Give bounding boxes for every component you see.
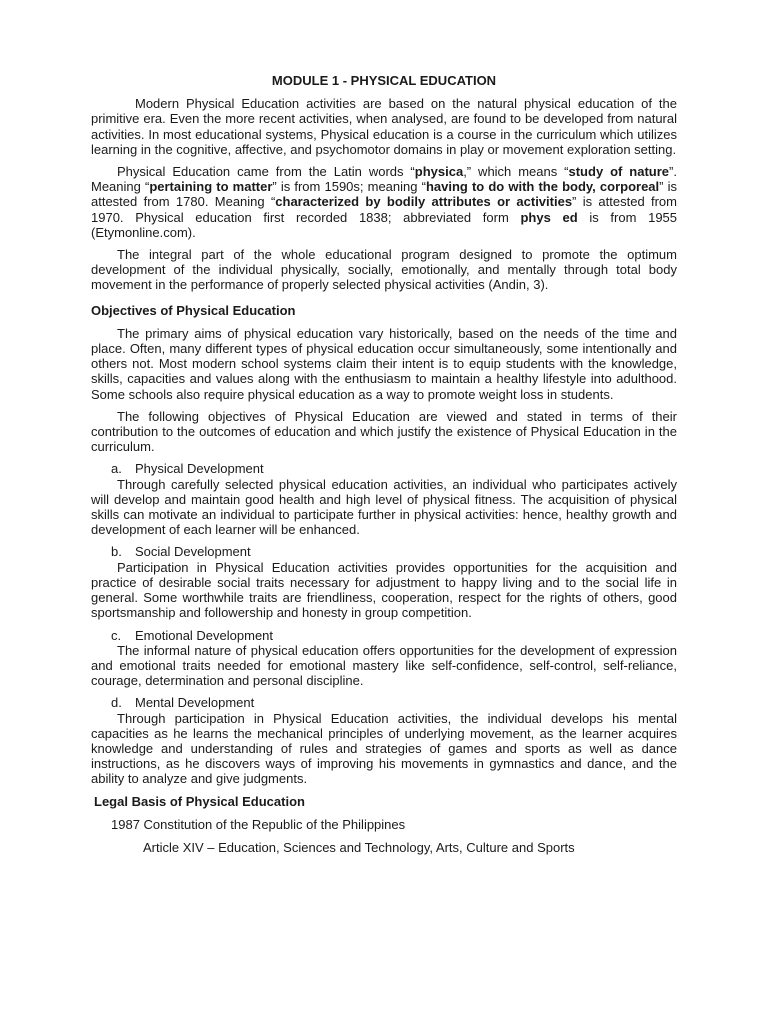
- objective-text: Participation in Physical Education activities provides opportunities for the acquisition and practice of desirable social traits necessary for adjustment to happy living and to the social life in general. Some worthwhile traits are friendliness, cooperation, respect for the rights of others, good sportsmanship and followership and honesty in group competition.: [91, 559, 677, 621]
- intro-paragraph: Modern Physical Education activities are based on the natural physical education of the primitive era. Even the more recent activities, when analysed, are found to be developed from natural activities. In most educational systems, Physical education is a course in the curriculum which utilizes learning in the cognitive, affective, and psychomotor domains in play or movement exploration setting.: [91, 96, 677, 157]
- etymology-text-2: ,” which means “: [463, 164, 569, 180]
- objectives-heading: Objectives of Physical Education: [91, 302, 296, 318]
- objective-title: Physical Development: [135, 461, 264, 477]
- objective-label: [111, 544, 677, 559]
- etymology-text-5: ” is attested from 1780. Meaning “: [91, 179, 677, 210]
- etymology-term-corporeal: having to do with the body, corporeal: [425, 179, 660, 195]
- objective-item-mental: [91, 695, 677, 786]
- objective-item-emotional: [91, 628, 677, 689]
- objective-title: Social Development: [135, 544, 251, 560]
- objective-letter: b.: [111, 544, 122, 560]
- etymology-term-bodily-attributes: characterized by bodily attributes or activities: [275, 194, 573, 210]
- objective-item-physical: [91, 461, 677, 537]
- etymology-term-pertaining-to-matter: pertaining to matter: [149, 179, 273, 195]
- objective-text: Through participation in Physical Education activities, the individual develops his mental capacities as he learns the mechanical principles of underlying movement, as the learner acquires knowledge and understanding of rules and strategies of games and sports as well as dance instructions, as he discovers ways of improving his movements in gymnastics and dance, and the ability to analyze and give judgments.: [91, 710, 677, 787]
- article-line: Article XIV – Education, Sciences and Technology, Arts, Culture and Sports: [143, 839, 575, 855]
- objective-title: Emotional Development: [135, 627, 274, 643]
- etymology-text-6: ” is attested from 1970. Physical education first recorded 1838; abbreviated form: [91, 194, 677, 225]
- document-body: [91, 73, 677, 855]
- objective-text: The informal nature of physical education offers opportunities for the development of expression and emotional traits needed for emotional mastery like self-confidence, self-control, self-reliance, courage, determination and personal discipline.: [91, 642, 677, 689]
- etymology-paragraph: [91, 164, 677, 240]
- etymology-term-phys-ed: phys ed: [520, 209, 578, 225]
- objective-label: [111, 695, 677, 710]
- objective-letter: a.: [111, 461, 122, 477]
- objective-label: [111, 461, 677, 476]
- module-title: MODULE 1 - PHYSICAL EDUCATION: [271, 73, 497, 88]
- objective-text: Through carefully selected physical education activities, an individual who participates actively will develop and maintain good health and high level of physical fitness. The acquisition of physical skills can motivate an individual to participate further in physical activities: hence, healthy growth and development of each learner will be enhanced.: [91, 476, 677, 538]
- objectives-paragraph-1: The primary aims of physical education vary historically, based on the needs of the time and place. Often, many different types of physical education occur simultaneously, some intentionally and others not. Most modern school systems claim their intent is to equip students with the knowledge, skills, capacities and values along with the enthusiasm to maintain a healthy lifestyle into adulthood. Some schools also require physical education as a way to promote weight loss in students.: [91, 325, 677, 402]
- objective-item-social: [91, 544, 677, 620]
- etymology-text-1: Physical Education came from the Latin words “: [117, 164, 415, 180]
- etymology-term-study-of-nature: study of nature: [568, 164, 670, 180]
- etymology-text-3: ”. Meaning “: [91, 164, 677, 195]
- etymology-text-7: is from 1955 (Etymonline.com).: [91, 209, 678, 240]
- integral-paragraph: The integral part of the whole educational program designed to promote the optimum development of the individual physically, socially, emotionally, and mentally through total body movement in the performance of properly selected physical activities (Andin, 3).: [91, 247, 677, 293]
- constitution-line: 1987 Constitution of the Republic of the Philippines: [111, 816, 406, 832]
- objective-title: Mental Development: [135, 695, 255, 711]
- objective-label: [111, 628, 677, 643]
- objectives-paragraph-2: The following objectives of Physical Education are viewed and stated in terms of their contribution to the outcomes of education and which justify the existence of Physical Education in the curriculum.: [91, 408, 677, 455]
- legal-basis-heading: Legal Basis of Physical Education: [94, 793, 305, 809]
- objective-letter: d.: [111, 695, 122, 711]
- objective-letter: c.: [111, 627, 122, 643]
- etymology-text-4: ” is from 1590s; meaning “: [272, 179, 426, 195]
- etymology-term-physica: physica: [414, 164, 464, 180]
